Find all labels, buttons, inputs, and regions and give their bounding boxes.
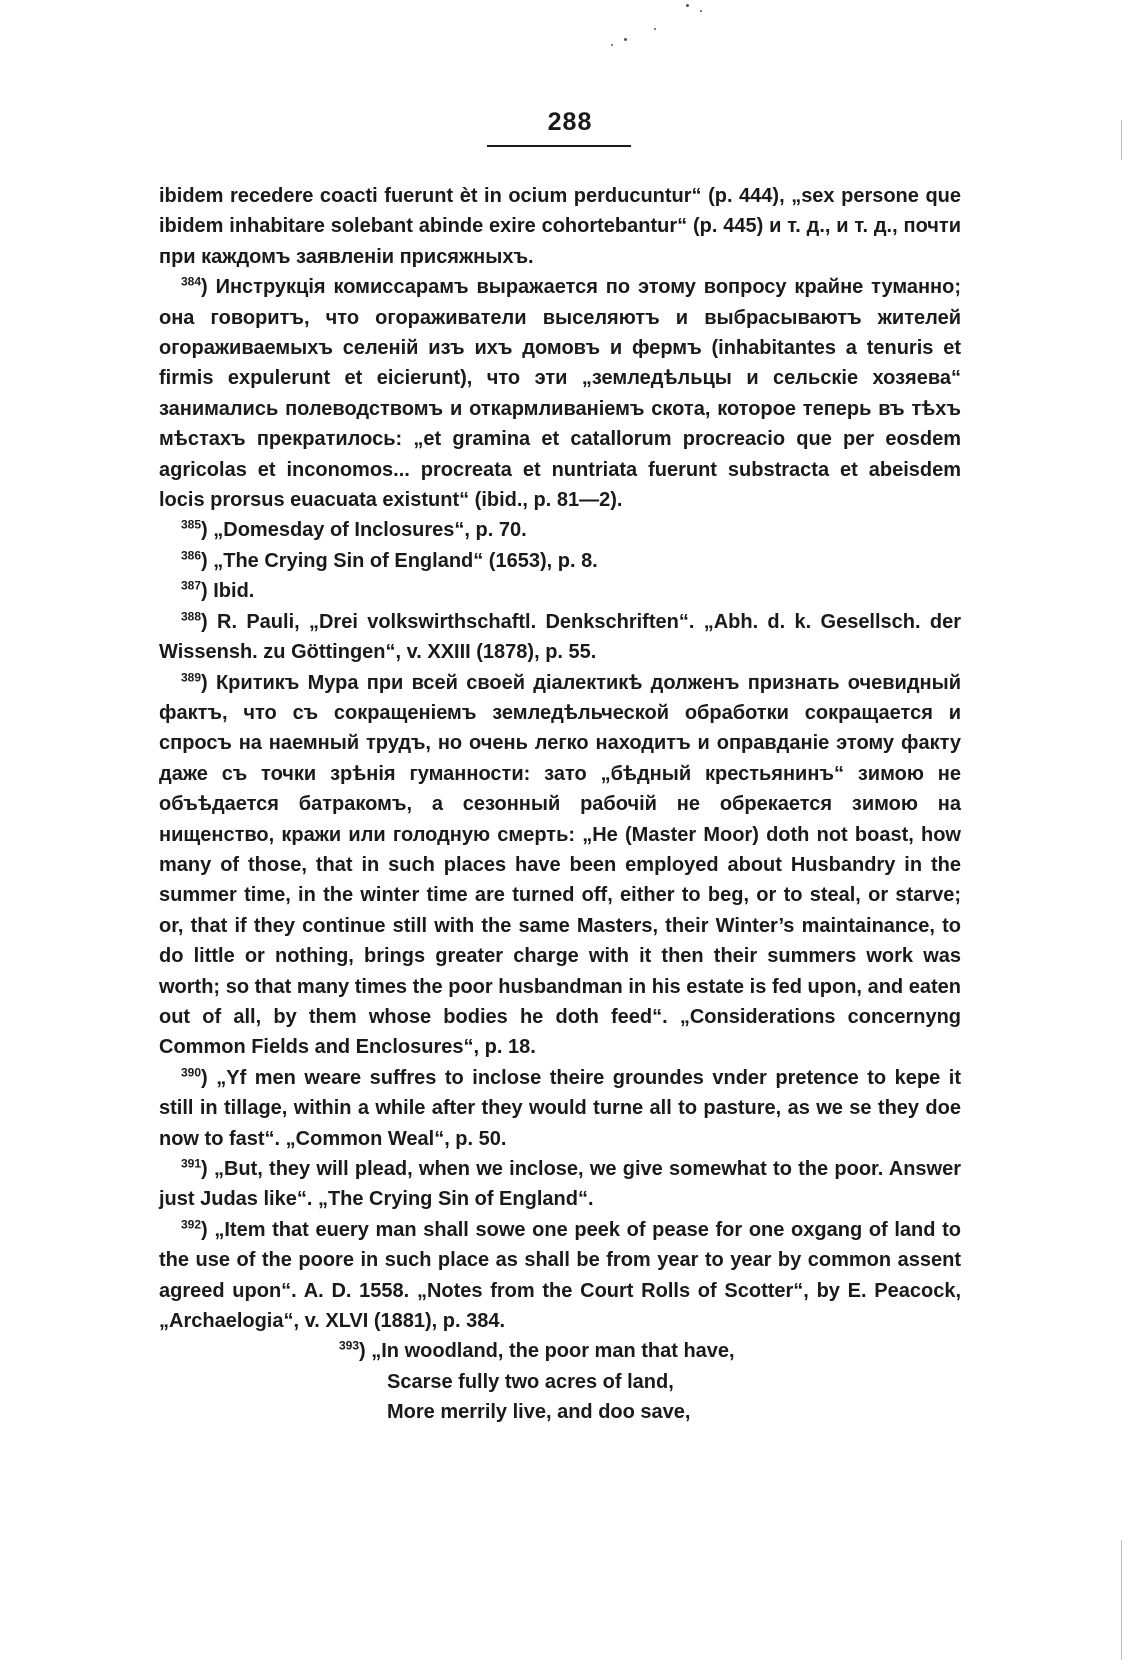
footnote-text: R. Pauli, „Drei volkswirthschaftl. Denkschriften“. „Abh. d. k. Gesellsch. der Wissensh. zu Göttingen“, v. XXIII (1878), p. 55. bbox=[159, 610, 962, 664]
footnote-number: 389 bbox=[181, 669, 202, 684]
page-number: 288 bbox=[547, 108, 593, 136]
footnote-text: „The Crying Sin of England“ (1653), p. 8. bbox=[213, 549, 598, 572]
footnote-386: $^{386}$) „The Crying Sin of England“ (1653), p. 8. bbox=[181, 548, 598, 572]
footnote-number: 384 bbox=[181, 274, 202, 289]
verse-text: „In woodland, the poor man that have, bbox=[371, 1340, 735, 1363]
verse-line: Scarse fully two acres of land, bbox=[387, 1370, 674, 1393]
scan-speck bbox=[700, 10, 702, 12]
footnote-number: 392 bbox=[181, 1217, 202, 1232]
footnote-text: Ibid. bbox=[213, 580, 255, 603]
footnote-388: $^{388}$) R. Pauli, „Drei volkswirthschaftl. Denkschriften“. „Abh. d. k. Gesellsch. der Wissensh. zu Göttingen“, v. XXIII (1878), p. 55. bbox=[159, 609, 962, 664]
footnote-391: $^{391}$) „But, they will plead, when we inclose, we give somewhat to the poor. Answer just Judas like“. „The Crying Sin of England“. bbox=[159, 1156, 962, 1211]
page-number-rule bbox=[487, 145, 631, 147]
scan-speck bbox=[654, 28, 656, 30]
footnote-393-verse bbox=[339, 1336, 961, 1427]
footnote-389: $^{389}$) Критикъ Мура при всей своей діалектикѣ долженъ признать очевидный фактъ, что съ сокращеніемъ земледѣльческой обработки сокращается и спросъ на наемный трудъ, но очень легко находитъ и оправданіе этому факту даже съ точки зрѣнія гуманности: зато „бѣдный крестьянинъ“ зимою не объѣдается батракомъ, а сезонный рабочій не обрекается зимою на нищенство, кражи или голодную смерть: „He (Master Moor) doth not boast, how many of those, that in such places have been employed about Husbandry in the summer time, in the winter time are turned off, either to beg, or to steal, or starve; or, that if they continue still with the same Masters, their Winter’s maintainance, to do little or nothing, brings greater charge with it then their summers work was worth; so that many times the poor husbandman in his estate is fed upon, and eaten out of all, by them whose bodies he doth feed“. „Considerations concernyng Common Fields and Enclosures“, p. 18. bbox=[159, 669, 962, 1059]
scan-edge-line bbox=[1121, 120, 1122, 160]
footnote-text: Инструкція комиссарамъ выражается по этому вопросу крайне туманно; она говоритъ, что огораживатели выселяютъ и выбрасываютъ жителей огораживаемыхъ селеній изъ ихъ домовъ и фермъ (inhabitantes a tenuris et firmis expulerunt et eicierunt), что эти „земледѣльцы и сельскіе хозяева“ занимались полеводствомъ и откармливаніемъ скота, которое теперь въ тѣхъ мѣстахъ прекратилось: „et gramina et catallorum procreacio que per eosdem agricolas et inconomos... procreata et nuntriata fuerunt substracta et abeisdem locis prorsus euacuata existunt“ (ibid., p. 81—2). bbox=[159, 276, 962, 512]
footnote-number: 385 bbox=[181, 517, 202, 532]
scan-speck bbox=[611, 44, 613, 46]
scan-speck bbox=[624, 38, 627, 41]
footnote-392: $^{392}$) „Item that euery man shall sowe one peek of pease for one oxgang of land to the use of the poore in such place as shall be from year to year by common assent agreed upon“. A. D. 1558. „Notes from the Court Rolls of Scotter“, by E. Peacock, „Archaelogia“, v. XLVI (1881), p. 384. bbox=[159, 1217, 961, 1333]
footnote-text: „But, they will plead, when we inclose, we give somewhat to the poor. Answer just Judas like“. „The Crying Sin of England“. bbox=[159, 1158, 962, 1211]
footnote-number: 388 bbox=[181, 609, 202, 624]
footnote-text: „Item that euery man shall sowe one peek of pease for one oxgang of land to the use of the poore in such place as shall be from year to year by common assent agreed upon“. A. D. 1558. „Notes from the Court Rolls of Scotter“, by E. Peacock, „Archaelogia“, v. XLVI (1881), p. 384. bbox=[159, 1218, 961, 1333]
footnotes bbox=[159, 181, 961, 1428]
footnote-387: $^{387}$) Ibid. bbox=[181, 578, 255, 603]
scan-edge-line bbox=[1121, 1540, 1122, 1660]
verse-line: More merrily live, and doo save, bbox=[387, 1401, 691, 1424]
verse-line: $^{393}$) „In woodland, the poor man that have, bbox=[339, 1338, 735, 1363]
footnote-385: $^{385}$) „Domesday of Inclosures“, p. 70. bbox=[181, 517, 527, 542]
footnote-number: 386 bbox=[181, 548, 202, 563]
footnote-number: 387 bbox=[181, 578, 202, 593]
footnote-384: $^{384}$) Инструкція комиссарамъ выражается по этому вопросу крайне туманно; она говоритъ, что огораживатели выселяютъ и выбрасываютъ жителей огораживаемыхъ селеній изъ ихъ домовъ и фермъ (inhabitantes a tenuris et firmis expulerunt et eicierunt), что эти „земледѣльцы и сельскіе хозяева“ занимались полеводствомъ и откармливаніемъ скота, которое теперь въ тѣхъ мѣстахъ прекратилось: „et gramina et catallorum procreacio que per eosdem agricolas et inconomos... procreata et nuntriata fuerunt substracta et abeisdem locis prorsus euacuata existunt“ (ibid., p. 81—2). bbox=[159, 274, 962, 512]
footnote-text: Критикъ Мура при всей своей діалектикѣ долженъ признать очевидный фактъ, что съ сокращеніемъ земледѣльческой обработки сокращается и спросъ на наемный трудъ, но очень легко находитъ и оправданіе этому факту даже съ точки зрѣнія гуманности: зато „бѣдный крестьянинъ“ зимою не объѣдается батракомъ, а сезонный рабочій не обрекается зимою на нищенство, кражи или голодную смерть: „He (Master Moor) doth not boast, how many of those, that in such places have been employed about Husbandry in the summer time, in the winter time are turned off, either to beg, or to steal, or starve; or, that if they continue still with the same Masters, their Winter’s maintainance, to do little or nothing, brings greater charge with it then their summers work was worth; so that many times the poor husbandman in his estate is fed upon, and eaten out of all, by them whose bodies he doth feed“. „Considerations concernyng Common Fields and Enclosures“, p. 18. bbox=[159, 671, 962, 1059]
footnote-text: „Domesday of Inclosures“, p. 70. bbox=[213, 519, 527, 542]
footnote-number: 390 bbox=[181, 1065, 202, 1080]
footnote-number: 393 bbox=[339, 1338, 360, 1353]
footnote-text: „Yf men weare suffres to inclose theire groundes vnder pretence to kepe it still in tillage, within a while after they would turne all to pasture, as we se they doe now to fast“. „Common Weal“, p. 50. bbox=[159, 1066, 961, 1150]
footnote-continuation: ibidem recedere coacti fuerunt èt in ocium perducuntur“ (p. 444), „sex persone que ibidem inhabitare solebant abinde exire cohortebantur“ (p. 445) и т. д., и т. д., почти при каждомъ заявленіи присяжныхъ. bbox=[159, 185, 961, 268]
scan-speck bbox=[686, 4, 689, 7]
footnote-390: $^{390}$) „Yf men weare suffres to inclose theire groundes vnder pretence to kepe it still in tillage, within a while after they would turne all to pasture, as we se they doe now to fast“. „Common Weal“, p. 50. bbox=[159, 1065, 961, 1150]
footnote-number: 391 bbox=[181, 1156, 202, 1171]
